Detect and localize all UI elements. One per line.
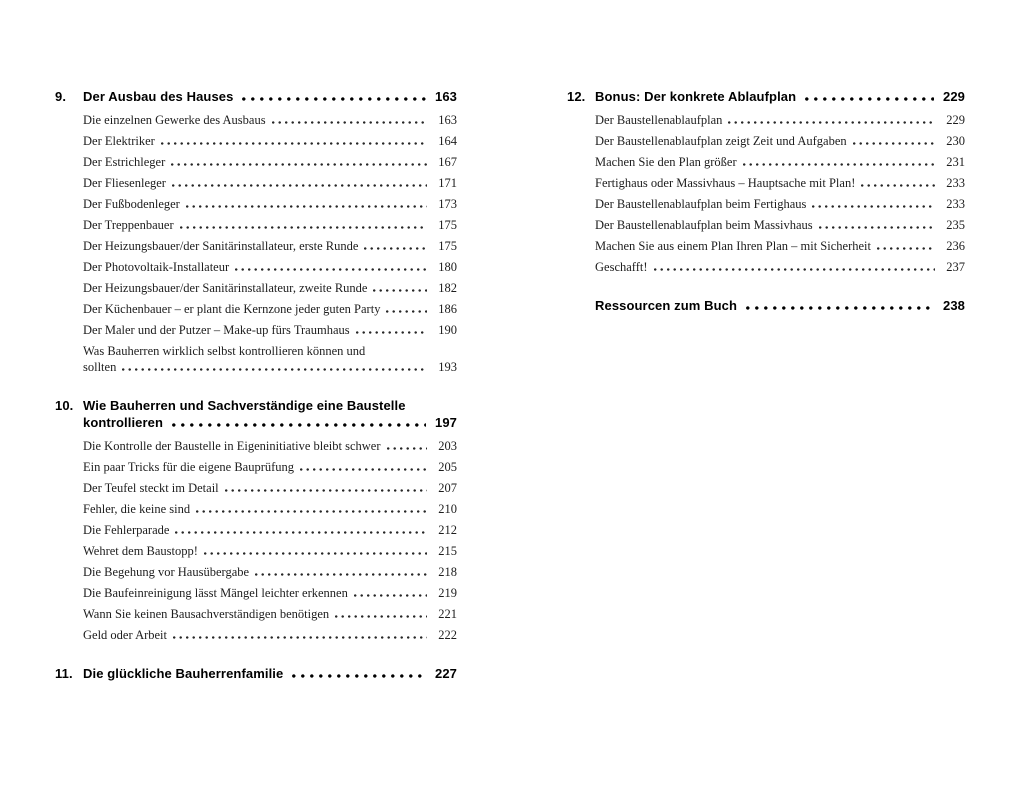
chapter-number xyxy=(55,301,83,317)
toc-item-line xyxy=(83,196,457,212)
toc-item-title: Die Begehung vor Hausübergabe xyxy=(83,565,250,579)
chapter-number xyxy=(567,238,595,254)
toc-entry xyxy=(55,280,457,296)
chapter-title-line: Wie Bauherren und Sachverständige eine Baustelle xyxy=(83,398,406,413)
toc-item-body xyxy=(83,522,457,538)
toc-entry xyxy=(55,322,457,338)
toc-item-title: Der Teufel steckt im Detail xyxy=(83,481,219,495)
dot-leader xyxy=(387,447,428,450)
toc-section xyxy=(55,88,457,375)
toc-entry xyxy=(55,585,457,601)
toc-item-line xyxy=(83,322,457,338)
toc-item-title: Der Fliesenleger xyxy=(83,176,166,190)
dot-leader xyxy=(335,615,427,618)
toc-item-title: Die Kontrolle der Baustelle in Eigeninitiative bleibt schwer xyxy=(83,439,381,453)
toc-item-body xyxy=(595,154,965,170)
toc-item-title: Der Baustellenablaufplan xyxy=(595,113,723,127)
toc-item-body xyxy=(83,585,457,601)
page-number: 193 xyxy=(438,360,457,374)
page-number: 175 xyxy=(438,239,457,253)
toc-item-line xyxy=(595,259,965,275)
toc-entry xyxy=(55,112,457,128)
toc-entry xyxy=(567,259,965,275)
toc-item-body xyxy=(83,322,457,338)
toc-entry xyxy=(55,175,457,191)
toc-item-body xyxy=(83,133,457,149)
toc-item-title: kontrollieren xyxy=(83,415,164,430)
chapter-number: 11. xyxy=(55,666,73,681)
toc-item-line xyxy=(83,501,457,517)
dot-leader xyxy=(204,552,427,555)
toc-item-title: Der Küchenbauer – er plant die Kernzone jeder guten Party xyxy=(83,302,381,316)
page-number: 237 xyxy=(946,260,965,274)
page-number: 190 xyxy=(438,323,457,337)
toc-item-body xyxy=(83,627,457,643)
page-number: 229 xyxy=(943,89,965,104)
toc-entry xyxy=(55,501,457,517)
toc-item-line xyxy=(595,112,965,128)
toc-entry xyxy=(567,154,965,170)
toc-entry xyxy=(55,438,457,454)
toc-item-title: Der Fußbodenleger xyxy=(83,197,180,211)
toc-item-body xyxy=(595,196,965,212)
toc-entry xyxy=(55,133,457,149)
toc-section xyxy=(55,397,457,643)
chapter-number xyxy=(55,238,83,254)
toc-item-title: Der Estrichleger xyxy=(83,155,166,169)
page-number: 233 xyxy=(946,176,965,190)
chapter-number xyxy=(567,133,595,149)
chapter-number xyxy=(55,522,83,538)
chapter-number xyxy=(55,627,83,643)
toc-entry xyxy=(567,133,965,149)
entry-title-line: Was Bauherren wirklich selbst kontrollieren können und xyxy=(83,344,366,358)
toc-item-title: Der Heizungsbauer/der Sanitärinstallateur, zweite Runde xyxy=(83,281,368,295)
dot-leader xyxy=(356,331,427,334)
dot-leader xyxy=(235,268,427,271)
toc-item-line xyxy=(83,133,457,149)
toc-section xyxy=(567,88,965,275)
toc-entry xyxy=(567,112,965,128)
toc-item-line xyxy=(83,564,457,580)
dot-leader xyxy=(225,489,427,492)
dot-leader xyxy=(812,205,935,208)
dot-leader xyxy=(172,423,426,427)
chapter-heading xyxy=(55,397,457,431)
toc-item-body xyxy=(83,606,457,622)
chapter-number xyxy=(55,343,83,375)
chapter-number xyxy=(55,112,83,128)
chapter-number xyxy=(55,196,83,212)
page-number: 210 xyxy=(438,502,457,516)
chapter-number: 10. xyxy=(55,398,74,413)
toc-entry xyxy=(55,480,457,496)
toc-item-line xyxy=(595,196,965,212)
toc-item-line xyxy=(595,133,965,149)
page-number: 235 xyxy=(946,218,965,232)
chapter-number xyxy=(55,175,83,191)
toc-entry xyxy=(55,627,457,643)
page-number: 182 xyxy=(438,281,457,295)
page-number: 207 xyxy=(438,481,457,495)
toc-item-body xyxy=(83,154,457,170)
page-number: 219 xyxy=(438,586,457,600)
toc-item-title: Der Baustellenablaufplan beim Fertighaus xyxy=(595,197,807,211)
toc-item-line xyxy=(83,543,457,559)
page-number: 233 xyxy=(946,197,965,211)
toc-item-line xyxy=(595,297,965,314)
chapter-number xyxy=(55,606,83,622)
page-number: 175 xyxy=(438,218,457,232)
toc-item-line xyxy=(83,480,457,496)
toc-item-body xyxy=(83,175,457,191)
dot-leader xyxy=(196,510,427,513)
toc-item-body xyxy=(595,88,965,105)
toc-item-body xyxy=(83,343,457,375)
toc-item-body xyxy=(595,259,965,275)
page-number: 215 xyxy=(438,544,457,558)
toc-item-body xyxy=(83,480,457,496)
page-number: 222 xyxy=(438,628,457,642)
toc-item-line xyxy=(83,459,457,475)
dot-leader xyxy=(161,142,427,145)
toc-item-body xyxy=(83,301,457,317)
toc-item-line xyxy=(595,238,965,254)
chapter-number xyxy=(55,280,83,296)
toc-section xyxy=(567,297,965,314)
chapter-number xyxy=(55,217,83,233)
toc-item-line xyxy=(83,665,457,682)
dot-leader xyxy=(292,674,426,678)
toc-item-body xyxy=(83,665,457,682)
toc-item-body xyxy=(83,438,457,454)
toc-entry xyxy=(55,196,457,212)
toc-entries xyxy=(55,112,457,375)
toc-item-title: Machen Sie aus einem Plan Ihren Plan – mit Sicherheit xyxy=(595,239,871,253)
page-number: 186 xyxy=(438,302,457,316)
toc-item-line xyxy=(83,175,457,191)
toc-item-title: Der Ausbau des Hauses xyxy=(83,89,234,104)
toc-left-page xyxy=(55,88,457,689)
toc-item-title: Ein paar Tricks für die eigene Bauprüfung xyxy=(83,460,295,474)
chapter-number xyxy=(55,459,83,475)
toc-item-line xyxy=(83,280,457,296)
dot-leader xyxy=(386,310,427,313)
toc-item-title: Fertighaus oder Massivhaus – Hauptsache mit Plan! xyxy=(595,176,856,190)
toc-item-body xyxy=(595,217,965,233)
toc-item-line xyxy=(595,88,965,105)
toc-item-title: Der Heizungsbauer/der Sanitärinstallateur, erste Runde xyxy=(83,239,359,253)
toc-entry xyxy=(567,217,965,233)
toc-item-line xyxy=(83,359,457,375)
page-number: 205 xyxy=(438,460,457,474)
chapter-number: 12. xyxy=(567,89,586,104)
dot-leader xyxy=(180,226,427,229)
toc-entry xyxy=(55,238,457,254)
dot-leader xyxy=(122,368,427,371)
toc-item-title: Geld oder Arbeit xyxy=(83,628,168,642)
dot-leader xyxy=(173,636,427,639)
chapter-number xyxy=(55,585,83,601)
page-number: 230 xyxy=(946,134,965,148)
toc-entries xyxy=(55,438,457,643)
toc-item-title: Die glückliche Bauherrenfamilie xyxy=(83,666,284,681)
page-number: 229 xyxy=(946,113,965,127)
page-number: 227 xyxy=(435,666,457,681)
dot-leader xyxy=(877,247,935,250)
toc-item-line xyxy=(83,154,457,170)
toc-right-page xyxy=(567,88,965,321)
toc-item-body xyxy=(595,238,965,254)
toc-entry xyxy=(55,459,457,475)
dot-leader xyxy=(300,468,427,471)
dot-leader xyxy=(171,163,427,166)
dot-leader xyxy=(805,97,934,101)
page-number: 238 xyxy=(943,298,965,313)
toc-item-title: Wann Sie keinen Bausachverständigen benötigen xyxy=(83,607,330,621)
toc-item-body xyxy=(83,196,457,212)
toc-entry xyxy=(567,175,965,191)
toc-item-line xyxy=(595,154,965,170)
toc-entry xyxy=(55,543,457,559)
dot-leader xyxy=(654,268,935,271)
toc-item-body xyxy=(83,112,457,128)
toc-item-line xyxy=(83,88,457,105)
dot-leader xyxy=(242,97,426,101)
page-number: 218 xyxy=(438,565,457,579)
toc-entry xyxy=(55,154,457,170)
chapter-number xyxy=(55,501,83,517)
chapter-number xyxy=(567,259,595,275)
chapter-number xyxy=(55,438,83,454)
chapter-heading xyxy=(567,88,965,105)
toc-item-line xyxy=(83,585,457,601)
toc-item-body xyxy=(595,112,965,128)
chapter-number xyxy=(567,217,595,233)
dot-leader xyxy=(255,573,427,576)
toc-item-line xyxy=(83,606,457,622)
toc-item-title: Machen Sie den Plan größer xyxy=(595,155,737,169)
toc-item-title: Fehler, die keine sind xyxy=(83,502,191,516)
dot-leader xyxy=(172,184,427,187)
toc-item-body xyxy=(83,88,457,105)
dot-leader xyxy=(743,163,935,166)
toc-entry xyxy=(55,606,457,622)
toc-item-title: Die einzelnen Gewerke des Ausbaus xyxy=(83,113,266,127)
page-number: 163 xyxy=(438,113,457,127)
toc-item-title: Der Baustellenablaufplan beim Massivhaus xyxy=(595,218,813,232)
chapter-number xyxy=(567,297,595,314)
dot-leader xyxy=(746,306,934,310)
toc-item-body xyxy=(595,133,965,149)
toc-entry xyxy=(55,564,457,580)
toc-item-title: Der Treppenbauer xyxy=(83,218,174,232)
toc-item-title: Geschafft! xyxy=(595,260,648,274)
chapter-number: 9. xyxy=(55,89,67,104)
chapter-number xyxy=(55,154,83,170)
page-number: 173 xyxy=(438,197,457,211)
toc-item-body xyxy=(83,564,457,580)
toc-item-body xyxy=(83,397,457,431)
chapter-number xyxy=(55,564,83,580)
toc-item-title: Wehret dem Baustopp! xyxy=(83,544,198,558)
dot-leader xyxy=(175,531,427,534)
chapter-number xyxy=(55,480,83,496)
toc-entry xyxy=(55,217,457,233)
dot-leader xyxy=(354,594,427,597)
page-number: 221 xyxy=(438,607,457,621)
toc-section xyxy=(55,665,457,682)
toc-item-line xyxy=(83,438,457,454)
chapter-number xyxy=(55,322,83,338)
toc-entry xyxy=(55,301,457,317)
chapter-heading xyxy=(567,297,965,314)
page-number: 231 xyxy=(946,155,965,169)
chapter-heading xyxy=(55,665,457,682)
toc-item-title: Der Photovoltaik-Installateur xyxy=(83,260,230,274)
dot-leader xyxy=(728,121,935,124)
toc-item-line xyxy=(83,238,457,254)
toc-item-body xyxy=(83,459,457,475)
toc-entry xyxy=(567,196,965,212)
dot-leader xyxy=(861,184,935,187)
toc-item-body xyxy=(83,238,457,254)
chapter-number xyxy=(567,196,595,212)
toc-item-body xyxy=(83,501,457,517)
toc-entry xyxy=(567,238,965,254)
toc-item-body xyxy=(595,175,965,191)
chapter-heading xyxy=(55,88,457,105)
page-number: 171 xyxy=(438,176,457,190)
toc-item-body xyxy=(83,543,457,559)
chapter-number xyxy=(55,259,83,275)
toc-item-body xyxy=(595,297,965,314)
toc-item-title: Bonus: Der konkrete Ablaufplan xyxy=(595,89,797,104)
toc-entry xyxy=(55,259,457,275)
chapter-number xyxy=(55,543,83,559)
toc-item-line xyxy=(83,301,457,317)
toc-item-body xyxy=(83,280,457,296)
chapter-number xyxy=(567,175,595,191)
dot-leader xyxy=(853,142,935,145)
toc-item-line xyxy=(83,627,457,643)
toc-item-title: Der Maler und der Putzer – Make-up fürs Traumhaus xyxy=(83,323,350,337)
toc-item-body xyxy=(83,259,457,275)
page-number: 203 xyxy=(438,439,457,453)
dot-leader xyxy=(186,205,427,208)
toc-entry xyxy=(55,343,457,375)
toc-item-title: Der Baustellenablaufplan zeigt Zeit und Aufgaben xyxy=(595,134,847,148)
chapter-number xyxy=(567,154,595,170)
toc-item-title: Die Baufeinreinigung lässt Mängel leichter erkennen xyxy=(83,586,348,600)
toc-item-line xyxy=(83,259,457,275)
toc-item-body xyxy=(83,217,457,233)
toc-item-title: sollten xyxy=(83,360,117,374)
toc-item-line xyxy=(595,175,965,191)
dot-leader xyxy=(364,247,427,250)
dot-leader xyxy=(373,289,427,292)
page-number: 164 xyxy=(438,134,457,148)
page-number: 236 xyxy=(946,239,965,253)
toc-item-line xyxy=(595,217,965,233)
toc-item-title: Ressourcen zum Buch xyxy=(595,298,738,313)
toc-entry xyxy=(55,522,457,538)
chapter-number xyxy=(55,133,83,149)
page-number: 167 xyxy=(438,155,457,169)
toc-item-title: Die Fehlerparade xyxy=(83,523,170,537)
toc-entries xyxy=(567,112,965,275)
toc-item-line xyxy=(83,522,457,538)
toc-item-line xyxy=(83,414,457,431)
page-number: 180 xyxy=(438,260,457,274)
toc-item-title: Der Elektriker xyxy=(83,134,155,148)
toc-item-line xyxy=(83,112,457,128)
toc-item-line xyxy=(83,217,457,233)
chapter-number xyxy=(567,112,595,128)
dot-leader xyxy=(819,226,935,229)
page-number: 212 xyxy=(438,523,457,537)
dot-leader xyxy=(272,121,427,124)
page-number: 163 xyxy=(435,89,457,104)
page-number: 197 xyxy=(435,415,457,430)
